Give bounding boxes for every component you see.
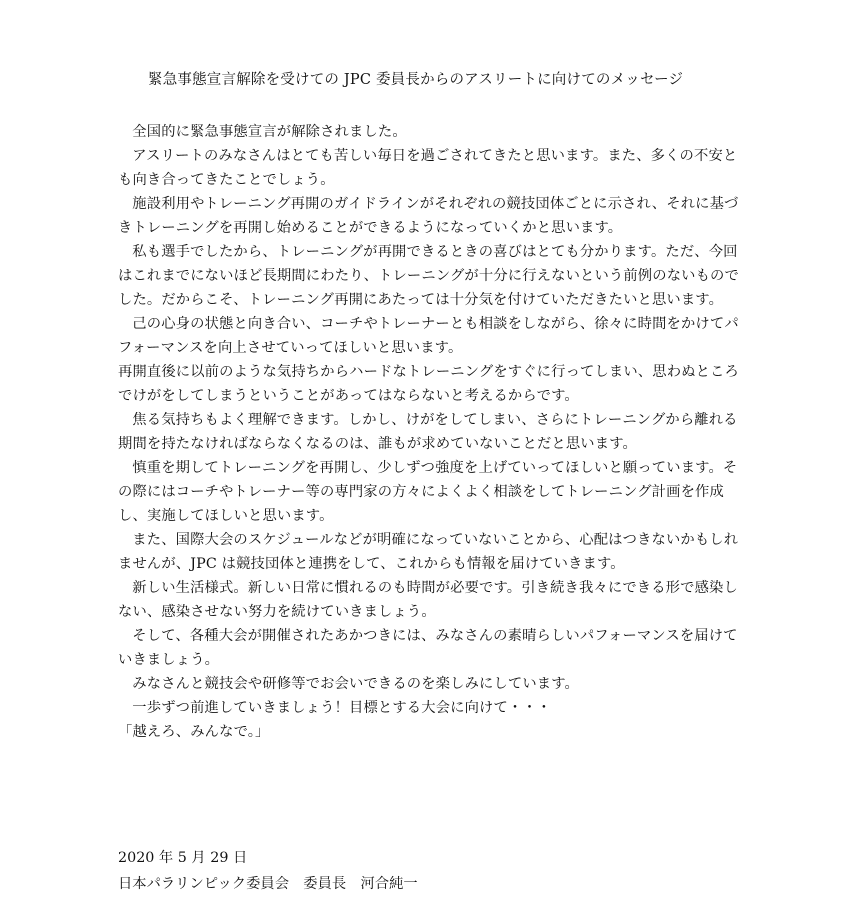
paragraph-12: みなさんと競技会や研修等でお会いできるのを楽しみにしています。: [132, 676, 580, 692]
paragraph-11: そして、各種大会が開催されたあかつきには、みなさんの素晴らしいパフォーマンスを届けていきましょう。: [118, 628, 738, 668]
signature-line: 日本パラリンピック委員会 委員長 河合純一: [118, 876, 418, 892]
paragraph-8: 慎重を期してトレーニングを再開し、少しずつ強度を上げていってほしいと願っています。その際にはコーチやトレーナー等の専門家の方々によくよく相談をしてトレーニング計画を作成し、実施してほしいと思います。: [118, 460, 738, 524]
paragraph-6: 再開直後に以前のような気持ちからハードなトレーニングをすぐに行ってしまい、思わぬところでけがをしてしまうということがあってはならないと考えるからです。: [118, 364, 739, 404]
paragraph-4: 私も選手でしたから、トレーニングが再開できるときの喜びはとても分かります。ただ、今回はこれまでにないほど長期間にわたり、トレーニングが十分に行えないという前例のないものでした。だからこそ、トレーニング再開にあたっては十分気を付けていただきたいと思います。: [118, 244, 739, 308]
message-body: [118, 120, 740, 744]
closing-slogan: 「越えろ、みんなで。」: [118, 724, 270, 740]
document-title: 緊急事態宣言解除を受けての JPC 委員長からのアスリートに向けてのメッセージ: [148, 72, 684, 88]
paragraph-5: 己の心身の状態と向き合い、コーチやトレーナーとも相談をしながら、徐々に時間をかけてパフォーマンスを向上させていってほしいと思います。: [118, 316, 739, 356]
paragraph-9: また、国際大会のスケジュールなどが明確になっていないことから、心配はつきないかもしれませんが、JPC は競技団体と連携をして、これからも情報を届けていきます。: [118, 532, 739, 572]
paragraph-2: アスリートのみなさんはとても苦しい毎日を過ごされてきたと思います。また、多くの不安とも向き合ってきたことでしょう。: [118, 148, 738, 188]
paragraph-7: 焦る気持ちもよく理解できます。しかし、けがをしてしまい、さらにトレーニングから離れる期間を持たなければならなくなるのは、誰もが求めていないことだと思います。: [118, 412, 738, 452]
paragraph-1: 全国的に緊急事態宣言が解除されました。: [132, 124, 407, 140]
paragraph-13: 一歩ずつ前進していきましょう！目標とする大会に向けて・・・: [132, 700, 552, 716]
paragraph-10: 新しい生活様式。新しい日常に慣れるのも時間が必要です。引き続き我々にできる形で感染しない、感染させない努力を続けていきましょう。: [118, 580, 738, 620]
paragraph-3: 施設利用やトレーニング再開のガイドラインがそれぞれの競技団体ごとに示され、それに基づきトレーニングを再開し始めることができるようになっていくかと思います。: [118, 196, 739, 236]
message-date: 2020 年 5 月 29 日: [118, 850, 248, 866]
